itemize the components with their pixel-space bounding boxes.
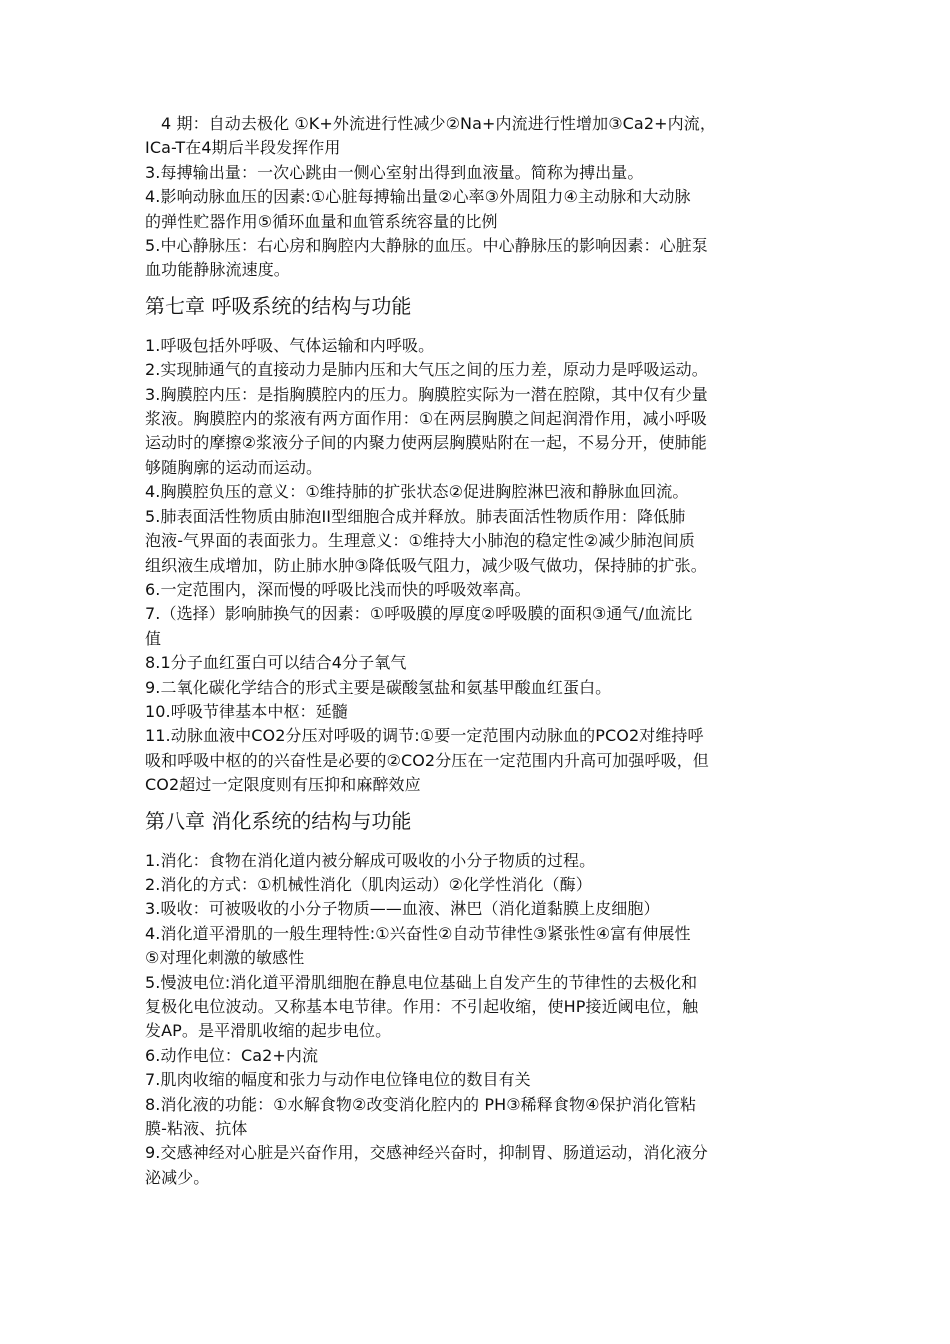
text-line: 6.一定范围内，深而慢的呼吸比浅而快的呼吸效率高。 <box>145 579 531 599</box>
text-line: 值 <box>145 628 162 648</box>
text-line: 5.肺表面活性物质由肺泡II型细胞合成并释放。肺表面活性物质作用：降低肺 <box>145 506 686 526</box>
text-line: ICa-T在4期后半段发挥作用 <box>145 138 341 158</box>
text-line: 2.消化的方式：①机械性消化（肌肉运动）②化学性消化（酶） <box>145 874 592 894</box>
text-line: 5.慢波电位:消化道平滑肌细胞在静息电位基础上自发产生的节律性的去极化和 <box>145 972 698 992</box>
text-line: 4.消化道平滑肌的一般生理特性:①兴奋性②自动节律性③紧张性④富有伸展性 <box>145 923 691 943</box>
text-line: 浆液。胸膜腔内的浆液有两方面作用：①在两层胸膜之间起润滑作用，减小呼吸 <box>145 409 707 429</box>
text-line: 7.肌肉收缩的幅度和张力与动作电位锋电位的数目有关 <box>145 1070 531 1090</box>
text-line: 9.二氧化碳化学结合的形式主要是碳酸氢盐和氨基甲酸血红蛋白。 <box>145 677 612 697</box>
text-line: 运动时的摩擦②浆液分子间的内聚力使两层胸膜贴附在一起，不易分开，使肺能 <box>145 433 707 453</box>
text-line: 1.呼吸包括外呼吸、气体运输和内呼吸。 <box>145 335 435 355</box>
text-line: 膜-粘液、抗体 <box>145 1119 248 1139</box>
text-line: 组织液生成增加，防止肺水肿③降低吸气阻力，减少吸气做功，保持肺的扩张。 <box>145 555 707 575</box>
text-line: 吸和呼吸中枢的的兴奋性是必要的②CO2分压在一定范围内升高可加强呼吸，但 <box>145 750 709 770</box>
text-line: 2.实现肺通气的直接动力是肺内压和大气压之间的压力差，原动力是呼吸运动。 <box>145 360 708 380</box>
text-line: 的弹性贮器作用⑤循环血量和血管系统容量的比例 <box>145 211 498 231</box>
text-line: 发AP。是平滑肌收缩的起步电位。 <box>145 1021 392 1041</box>
text-line: 6.动作电位：Ca2+内流 <box>145 1045 319 1065</box>
text-line: 3.吸收：可被吸收的小分子物质——血液、淋巴（消化道黏膜上皮细胞） <box>145 899 660 919</box>
chapter7-section <box>145 291 820 798</box>
text-line: 8.消化液的功能：①水解食物②改变消化腔内的 PH③稀释食物④保护消化管粘 <box>145 1094 697 1114</box>
text-line: 4 期：自动去极化 ①K+外流进行性减少②Na+内流进行性增加③Ca2+内流， <box>161 114 716 133</box>
text-line: 够随胸廓的运动而运动。 <box>145 457 323 477</box>
text-line: 3.胸膜腔内压：是指胸膜腔内的压力。胸膜腔实际为一潜在腔隙，其中仅有少量 <box>145 384 708 404</box>
text-line: 11.动脉血液中CO2分压对呼吸的调节:①要一定范围内动脉血的PCO2对维持呼 <box>145 726 704 746</box>
text-line: 泌减少。 <box>145 1167 210 1187</box>
text-line: 4.胸膜腔负压的意义：①维持肺的扩张状态②促进胸腔淋巴液和静脉血回流。 <box>145 482 689 502</box>
text-line: 复极化电位波动。又称基本电节律。作用：不引起收缩，使HP接近阈电位，触 <box>145 997 699 1016</box>
document-page <box>145 112 820 1190</box>
text-line: 5.中心静脉压：右心房和胸腔内大静脉的血压。中心静脉压的影响因素：心脏泵 <box>145 236 708 256</box>
text-line: 泡液-气界面的表面张力。生理意义：①维持大小肺泡的稳定性②减少肺泡间质 <box>145 531 695 551</box>
text-line: 8.1分子血红蛋白可以结合4分子氧气 <box>145 653 407 673</box>
chapter8-heading: 第八章 消化系统的结构与功能 <box>145 808 412 833</box>
chapter8-section <box>145 806 820 1191</box>
text-line: 3.每搏输出量：一次心跳由一侧心室射出得到血液量。简称为搏出量。 <box>145 162 644 182</box>
text-line: ⑤对理化刺激的敏感性 <box>145 948 305 968</box>
text-line: 7.（选择）影响肺换气的因素：①呼吸膜的厚度②呼吸膜的面积③通气/血流比 <box>145 604 693 624</box>
text-line: CO2超过一定限度则有压抑和麻醉效应 <box>145 775 421 795</box>
text-line: 10.呼吸节律基本中枢：延髓 <box>145 701 348 721</box>
text-line: 血功能静脉流速度。 <box>145 260 290 280</box>
text-line: 9.交感神经对心脏是兴奋作用，交感神经兴奋时，抑制胃、肠道运动，消化液分 <box>145 1143 708 1163</box>
text-line: 1.消化：食物在消化道内被分解成可吸收的小分子物质的过程。 <box>145 850 596 870</box>
chapter7-heading: 第七章 呼吸系统的结构与功能 <box>145 293 412 318</box>
intro-section <box>145 112 820 283</box>
text-line: 4.影响动脉血压的因素:①心脏每搏输出量②心率③外周阻力④主动脉和大动脉 <box>145 187 691 207</box>
